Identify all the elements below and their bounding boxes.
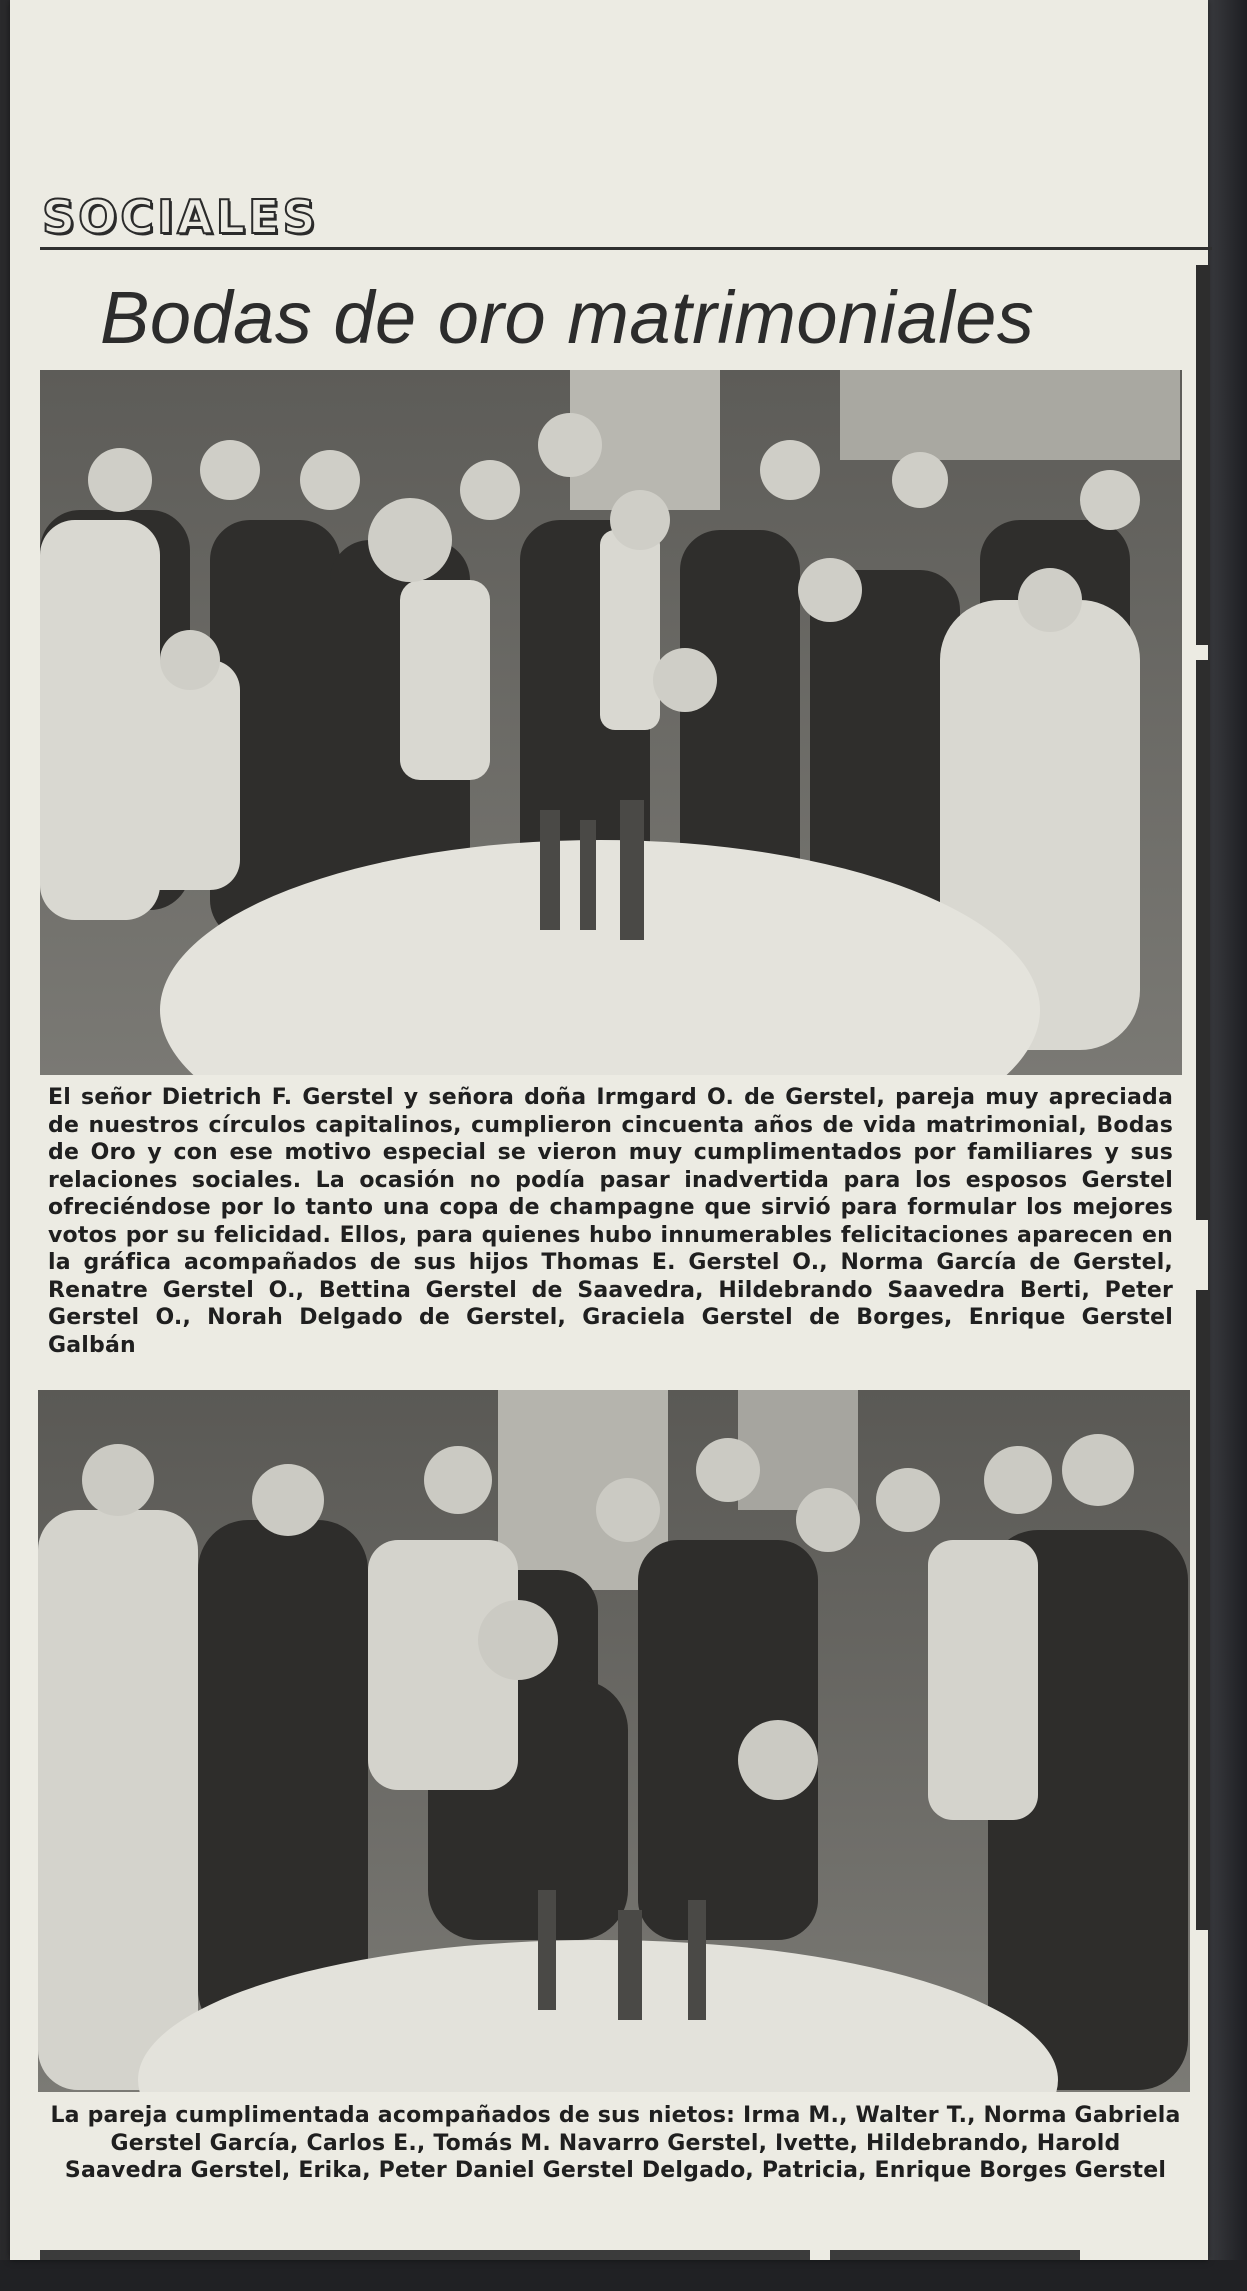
scan-edge-right [1208,0,1247,2291]
bottom-border-strip [830,2250,1080,2260]
adjacent-column-border [1196,660,1210,1220]
adjacent-column-border [1196,265,1210,645]
photo-caption-second: La pareja cumplimentada acompañados de sus nietos: Irma M., Walter T., Norma Gabriela Gerstel García, Carlos E., Tomás M. Navarro Gerstel, Ivette, Hildebrando, Harold Saavedra Gerstel, Erika, Peter Daniel Gerstel Delgado, Patricia, Enrique Borges Gerstel [50,2103,1181,2183]
family-group-photo [40,370,1182,1075]
photo-caption-first: El señor Dietrich F. Gerstel y señora doña Irmgard O. de Gerstel, pareja muy apreciada de nuestros círculos capitalinos, cumplieron cincuenta años de vida matrimonial, Bodas de Oro y con ese motivo especial se vieron muy cumplimentados por familiares y sus relaciones sociales. La ocasión no podía pasar inadvertida para los esposos Gerstel ofreciéndose por lo tanto una copa de champagne que sirvió para formular los mejores votos por su felicidad. Ellos, para quienes hubo innumerables felicitaciones aparecen en la gráfica acompañados de sus hijos Thomas E. Gerstel O., Norma García de Gerstel, Renatre Gerstel O., Bettina Gerstel de Saavedra, Hildebrando Saavedra Berti, Peter Gerstel O., Norah Delgado de Gerstel, Graciela Gerstel de Borges, Enrique Gerstel Galbán [48,1085,1173,1358]
headline: Bodas de oro matrimoniales [100,276,1035,359]
scan-edge-bottom [0,2260,1247,2291]
section-rule [40,247,1212,250]
bottom-border-strip [40,2250,810,2260]
section-label: SOCIALES [42,190,319,244]
grandchildren-group-photo [38,1390,1190,2092]
adjacent-column-border [1196,1290,1210,1930]
